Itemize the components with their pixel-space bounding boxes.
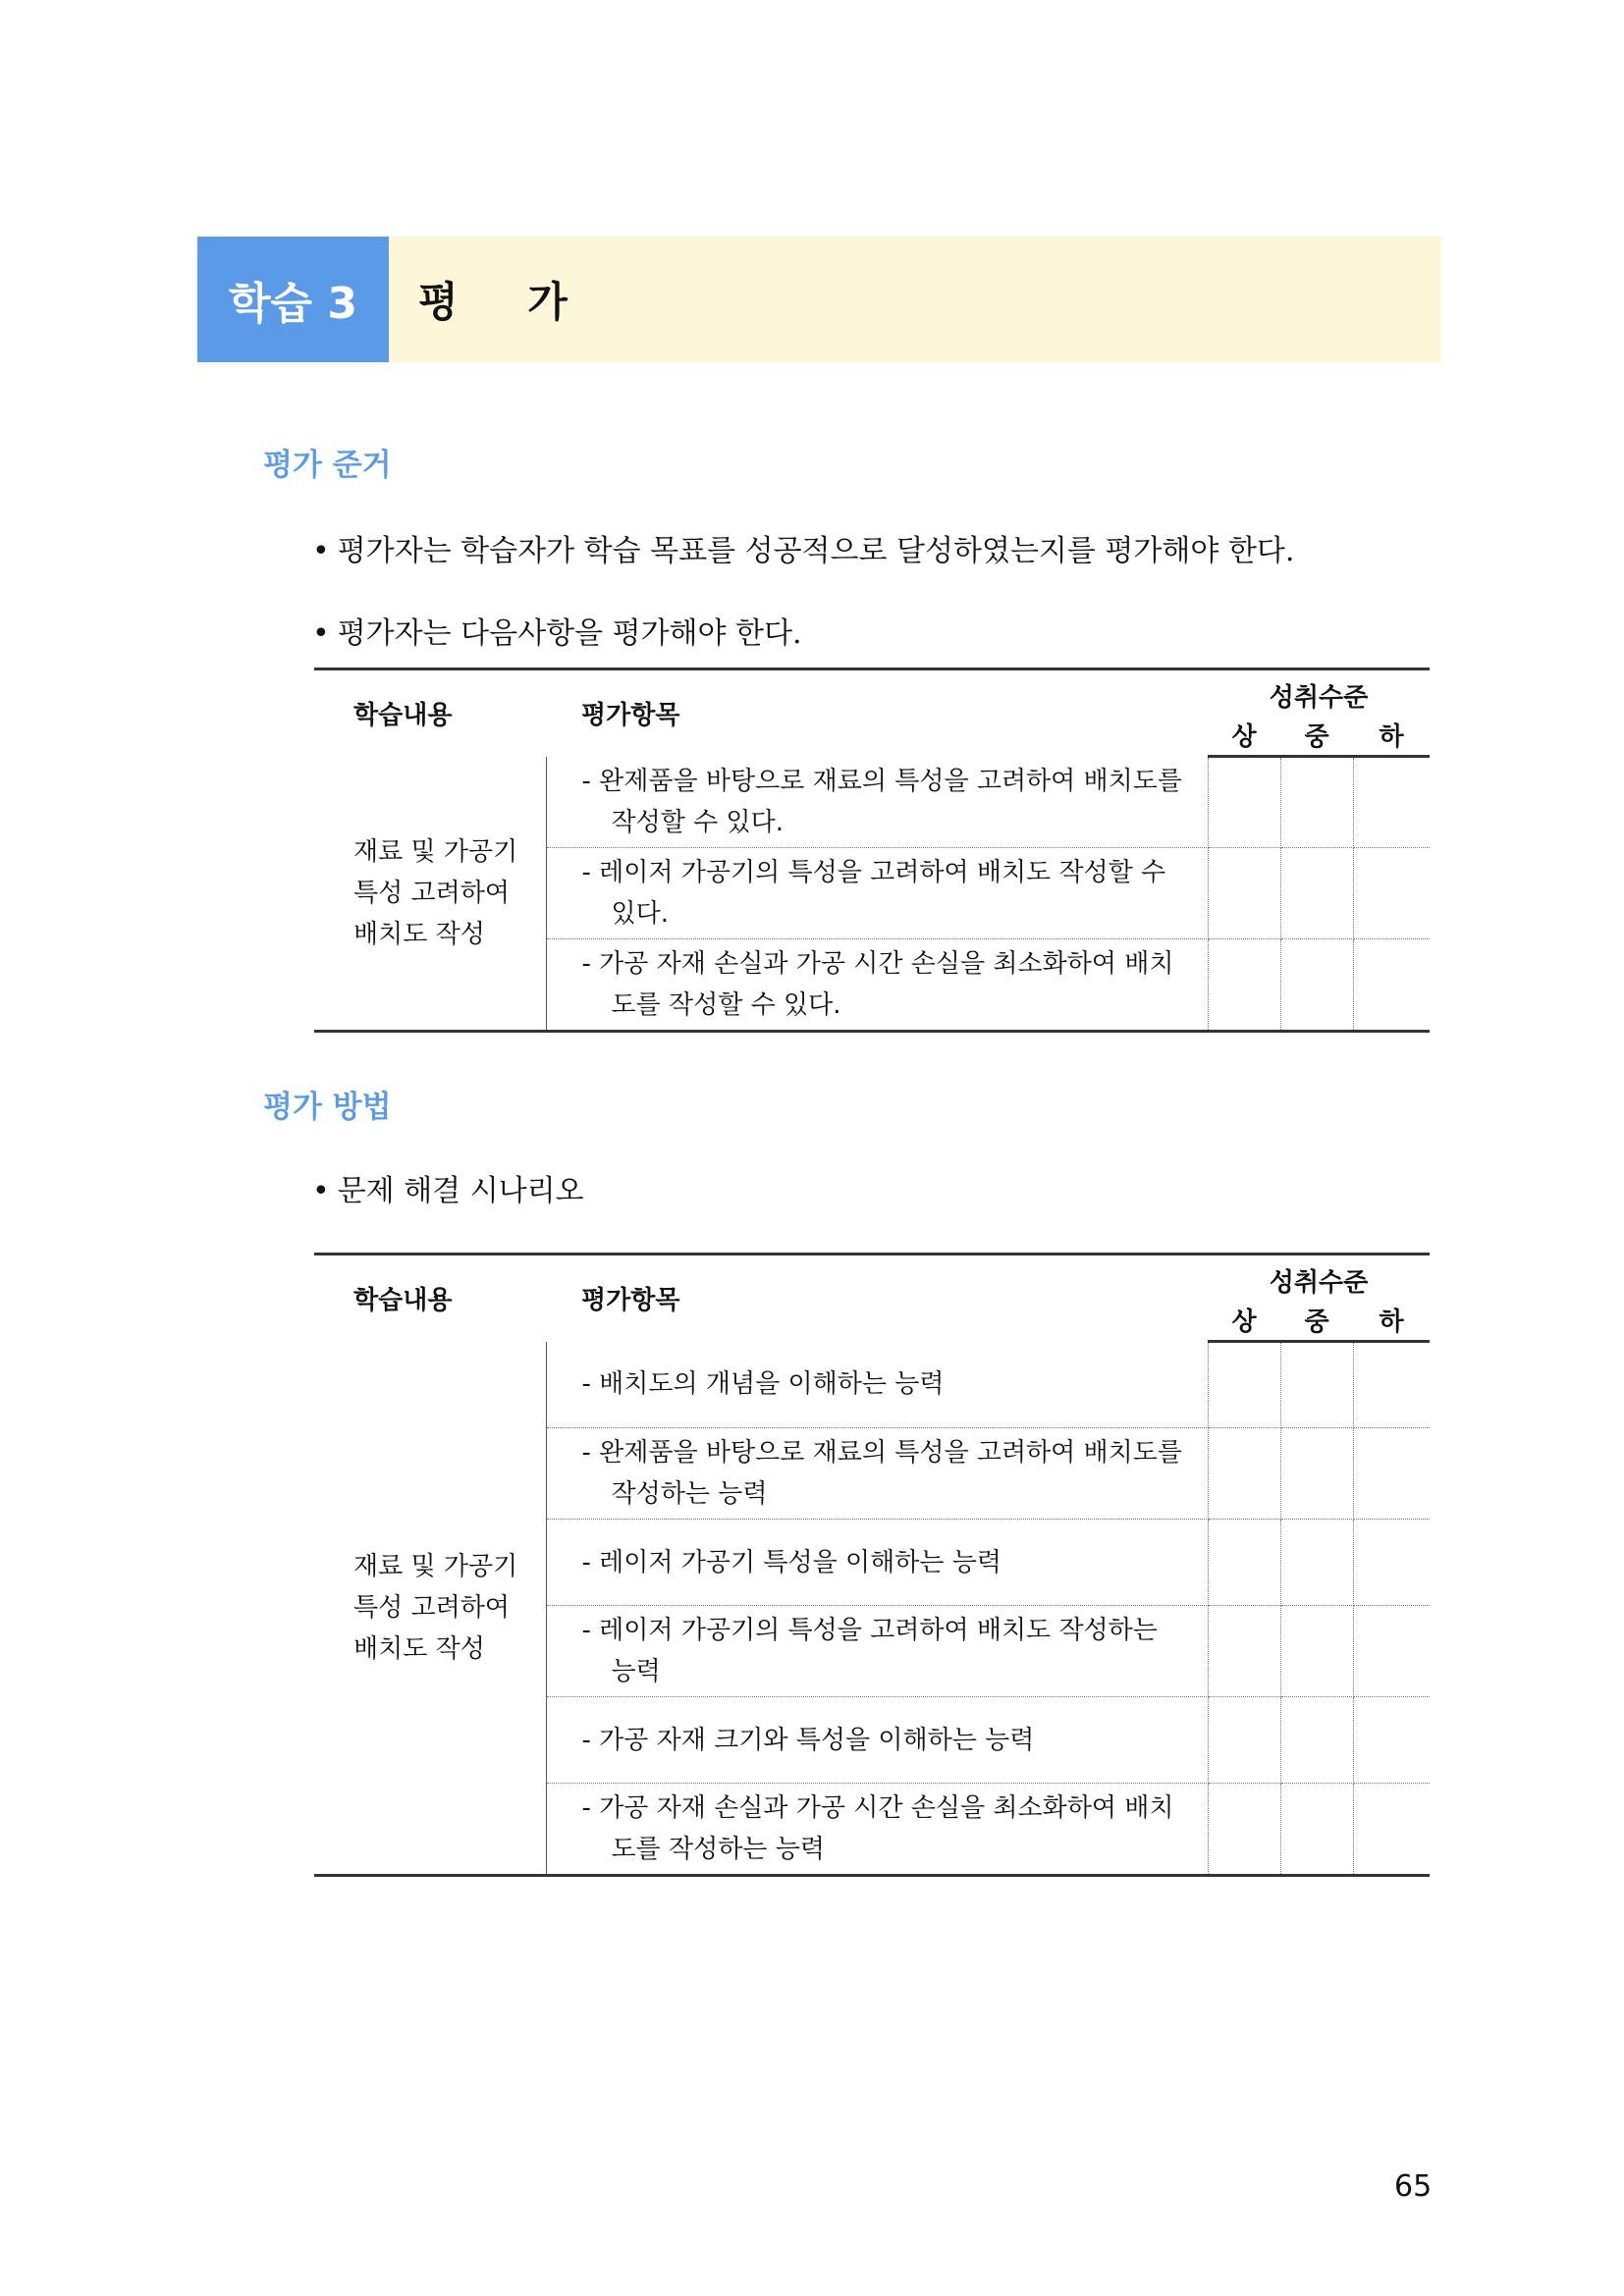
chapter-title-band — [389, 237, 1441, 362]
bullet-dot-icon: • — [312, 1174, 330, 1208]
check-cell-low[interactable] — [1353, 1520, 1430, 1606]
content-text: 재료 및 가공기 특성 고려하여 배치도 작성 — [353, 1551, 518, 1664]
item-text: - 완제품을 바탕으로 재료의 특성을 고려하여 배치도를 작성할 수 있다. — [581, 766, 1183, 837]
check-cell-low[interactable] — [1353, 938, 1430, 1031]
table-row — [546, 1784, 1208, 1876]
bullet-item — [312, 1166, 584, 1209]
header-level: 성취수준 — [1208, 1255, 1430, 1300]
item-text: - 레이저 가공기의 특성을 고려하여 배치도 작성할 수 있다. — [581, 857, 1166, 929]
level-mid: 중 — [1280, 714, 1353, 757]
check-cell-low[interactable] — [1353, 847, 1430, 938]
table-row — [546, 757, 1208, 848]
table-row — [546, 1342, 1208, 1428]
level-low: 하 — [1353, 1299, 1430, 1342]
level-low: 하 — [1353, 714, 1430, 757]
check-cell-mid[interactable] — [1280, 1428, 1353, 1520]
check-cell-low[interactable] — [1353, 1428, 1430, 1520]
level-high: 상 — [1208, 1299, 1280, 1342]
check-cell-mid[interactable] — [1280, 938, 1353, 1031]
item-text: - 가공 자재 손실과 가공 시간 손실을 최소화하여 배치도를 작성하는 능력 — [581, 1793, 1174, 1864]
bullet-text: 평가자는 학습자가 학습 목표를 성공적으로 달성하였는지를 평가해야 한다. — [337, 534, 1295, 568]
bullet-item — [312, 526, 1294, 569]
header-item: 평가항목 — [546, 1255, 1208, 1342]
check-cell-low[interactable] — [1353, 757, 1430, 848]
check-cell-high[interactable] — [1208, 1342, 1280, 1428]
check-cell-mid[interactable] — [1280, 847, 1353, 938]
table-row — [546, 938, 1208, 1031]
table-row — [546, 847, 1208, 938]
check-cell-high[interactable] — [1208, 1697, 1280, 1784]
item-text: - 가공 자재 크기와 특성을 이해하는 능력 — [581, 1725, 1035, 1755]
header-content: 학습내용 — [314, 1255, 546, 1342]
bullet-item — [312, 609, 802, 652]
header-level: 성취수준 — [1208, 669, 1430, 715]
content-cell — [314, 1342, 546, 1876]
item-text: - 레이저 가공기의 특성을 고려하여 배치도 작성하는 능력 — [581, 1616, 1158, 1686]
section-title-criteria: 평가 준거 — [263, 448, 392, 483]
content-text: 재료 및 가공기 특성 고려하여 배치도 작성 — [353, 836, 518, 949]
check-cell-high[interactable] — [1208, 1784, 1280, 1876]
item-text: - 가공 자재 손실과 가공 시간 손실을 최소화하여 배치도를 작성할 수 있다. — [581, 948, 1174, 1020]
table-row — [546, 1606, 1208, 1697]
level-mid: 중 — [1280, 1299, 1353, 1342]
check-cell-high[interactable] — [1208, 1606, 1280, 1697]
bullet-text: 평가자는 다음사항을 평가해야 한다. — [337, 616, 802, 651]
item-text: - 완제품을 바탕으로 재료의 특성을 고려하여 배치도를 작성하는 능력 — [581, 1438, 1183, 1509]
chapter-badge — [197, 237, 389, 362]
bullet-text: 문제 해결 시나리오 — [337, 1174, 584, 1208]
check-cell-mid[interactable] — [1280, 757, 1353, 848]
check-cell-high[interactable] — [1208, 1428, 1280, 1520]
item-text: - 레이저 가공기 특성을 이해하는 능력 — [581, 1547, 1001, 1577]
check-cell-low[interactable] — [1353, 1784, 1430, 1876]
check-cell-mid[interactable] — [1280, 1342, 1353, 1428]
table-row — [546, 1697, 1208, 1784]
chapter-badge-label: 학습 3 — [229, 279, 357, 329]
check-cell-mid[interactable] — [1280, 1606, 1353, 1697]
criteria-table — [314, 667, 1430, 1033]
check-cell-low[interactable] — [1353, 1606, 1430, 1697]
check-cell-high[interactable] — [1208, 847, 1280, 938]
item-text: - 배치도의 개념을 이해하는 능력 — [581, 1369, 945, 1400]
page-number: 65 — [1394, 2169, 1433, 2204]
header-content: 학습내용 — [314, 669, 546, 757]
bullet-dot-icon: • — [312, 534, 330, 568]
method-table — [314, 1253, 1430, 1877]
chapter-title: 평 가 — [418, 278, 595, 326]
check-cell-high[interactable] — [1208, 1520, 1280, 1606]
bullet-dot-icon: • — [312, 616, 330, 651]
table-row — [546, 1428, 1208, 1520]
header-item: 평가항목 — [546, 669, 1208, 757]
check-cell-mid[interactable] — [1280, 1520, 1353, 1606]
check-cell-low[interactable] — [1353, 1342, 1430, 1428]
check-cell-mid[interactable] — [1280, 1784, 1353, 1876]
content-cell — [314, 757, 546, 1032]
check-cell-mid[interactable] — [1280, 1697, 1353, 1784]
check-cell-low[interactable] — [1353, 1697, 1430, 1784]
section-title-method: 평가 방법 — [263, 1090, 392, 1125]
table-row — [546, 1520, 1208, 1606]
check-cell-high[interactable] — [1208, 757, 1280, 848]
level-high: 상 — [1208, 714, 1280, 757]
check-cell-high[interactable] — [1208, 938, 1280, 1031]
